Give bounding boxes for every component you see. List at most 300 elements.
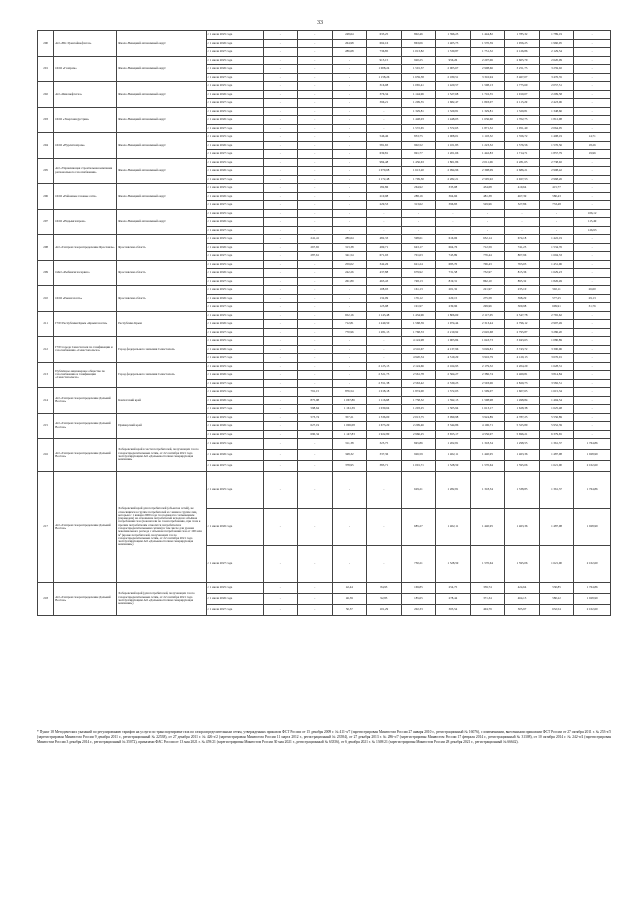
tariff-cell: 1 682,47: [436, 99, 471, 108]
tariff-cell: -: [332, 65, 367, 74]
tariff-cell: 639,81: [367, 150, 402, 159]
tariff-cell: 2 469,81: [505, 371, 540, 380]
tariff-cell: -: [574, 405, 611, 414]
tariff-cell: 1 572,03: [436, 388, 471, 397]
tariff-cell: 1 498,84: [505, 396, 540, 405]
tariff-cell: -: [263, 405, 298, 414]
tariff-cell: 2 908,66: [470, 65, 505, 74]
tariff-cell: 125,98: [367, 303, 402, 312]
tariff-cell: 3 814,84: [539, 371, 574, 380]
tariff-cell: 287,61: [298, 252, 333, 261]
tariff-cell: 1 636,60: [470, 116, 505, 125]
tariff-cell: 1 528,59: [436, 546, 471, 583]
row-number: 213: [38, 362, 54, 388]
tariff-cell: 1 318,54: [470, 439, 505, 450]
tariff-cell: -: [574, 430, 611, 439]
tariff-cell: 1 147,83: [332, 430, 367, 439]
tariff-cell: -: [401, 218, 436, 227]
tariff-cell: 652,16: [332, 311, 367, 320]
tariff-cell: 278,44: [436, 594, 471, 605]
tariff-cell: 1 463,36: [505, 509, 540, 546]
tariff-cell: 2 398,09: [470, 167, 505, 176]
tariff-cell: -: [367, 107, 402, 116]
tariff-cell: -: [298, 509, 333, 546]
tariff-cell: 1 440,95: [470, 450, 505, 461]
tariff-cell: 342,26: [367, 260, 402, 269]
tariff-cell: 241,41: [298, 235, 333, 244]
tariff-cell: 991,77: [401, 150, 436, 159]
tariff-cell: -: [332, 345, 367, 354]
tariff-cell: -: [332, 184, 367, 193]
row-number: 208: [38, 235, 54, 261]
tariff-cell: 712,59: [470, 243, 505, 252]
period-cell: с 1 июля 2026 года: [206, 116, 263, 125]
tariff-cell: 398,29: [505, 294, 540, 303]
tariff-cell: 2 126,86: [505, 48, 540, 57]
tariff-cell: -: [574, 252, 611, 261]
tariff-cell: 1 448,03: [436, 116, 471, 125]
row-number: 209: [38, 260, 54, 286]
tariff-cell: -: [574, 345, 611, 354]
tariff-cell: 1 444,82: [470, 31, 505, 40]
tariff-cell: -: [298, 209, 333, 218]
tariff-cell: 1 928,99: [574, 509, 611, 546]
tariff-cell: -: [367, 354, 402, 363]
tariff-cell: 652,14: [470, 235, 505, 244]
organization-name: ООО «Надымгазпром»: [54, 209, 117, 235]
tariff-cell: 1 874,00: [401, 388, 436, 397]
tariff-cell: 221,97: [470, 286, 505, 295]
tariff-cell: -: [263, 150, 298, 159]
period-cell: с 1 июля 2025 года: [206, 286, 263, 295]
tariff-cell: -: [298, 39, 333, 48]
table-row: [38, 439, 611, 450]
tariff-cell: 956,26: [436, 56, 471, 65]
tariff-cell: 126,93: [574, 226, 611, 235]
organization-name: АО «Газпром газораспределение Дальний Восток»: [54, 388, 117, 414]
tariff-cell: 1 716,55: [470, 90, 505, 99]
tariff-cell: 1 768,33: [401, 328, 436, 337]
period-cell: с 1 июля 2027 года: [206, 175, 263, 184]
tariff-cell: -: [263, 269, 298, 278]
tariff-cell: 303,54: [436, 605, 471, 616]
tariff-cell: 364,66: [436, 192, 471, 201]
row-number: 211: [38, 311, 54, 337]
period-cell: с 1 июля 2025 года: [206, 472, 263, 509]
tariff-cell: 267,65: [298, 243, 333, 252]
tariff-cell: 2 129,54: [539, 48, 574, 57]
table-row: [38, 260, 611, 269]
tariff-cell: 2 164,95: [436, 362, 471, 371]
tariff-cell: -: [332, 167, 367, 176]
tariff-cell: 1 223,52: [470, 141, 505, 150]
period-cell: с 1 июля 2027 года: [206, 73, 263, 82]
tariff-cell: 2 521,75: [367, 371, 402, 380]
tariff-cell: 2 011,06: [470, 158, 505, 167]
tariff-cell: -: [332, 192, 367, 201]
tariff-cell: -: [332, 472, 367, 509]
tariff-cell: -: [574, 379, 611, 388]
period-cell: с 1 июля 2026 года: [206, 396, 263, 405]
tariff-cell: -: [332, 362, 367, 371]
tariff-cell: -: [367, 209, 402, 218]
tariff-cell: 371,34: [470, 594, 505, 605]
period-cell: с 1 июля 2027 года: [206, 124, 263, 133]
organization-name: АО «Ямалнефтегаз»: [54, 82, 117, 108]
tariff-cell: -: [574, 371, 611, 380]
tariff-cell: 1 434,96: [401, 311, 436, 320]
tariff-cell: 316,08: [367, 82, 402, 91]
tariff-cell: 2 561,78: [401, 371, 436, 380]
tariff-cell: 288,16: [401, 192, 436, 201]
tariff-cell: 229,53: [367, 201, 402, 210]
tariff-cell: 1 789,19: [539, 31, 574, 40]
tariff-cell: 745,89: [436, 252, 471, 261]
table-row: [38, 31, 611, 40]
tariff-cell: 2 423,06: [539, 99, 574, 108]
tariff-cell: -: [574, 396, 611, 405]
tariff-cell: 1 595,06: [505, 461, 540, 472]
tariff-cell: -: [298, 354, 333, 363]
tariff-cell: -: [332, 286, 367, 295]
tariff-cell: -: [574, 116, 611, 125]
tariff-cell: -: [574, 39, 611, 48]
tariff-cell: 4 124,98: [401, 337, 436, 346]
tariff-cell: 1 764,86: [574, 472, 611, 509]
tariff-cell: 1 534,76: [539, 243, 574, 252]
tariff-cell: 335,08: [436, 184, 471, 193]
tariff-cell: 527,86: [505, 201, 540, 210]
tariff-cell: -: [263, 345, 298, 354]
table-row: [38, 337, 611, 346]
tariff-cell: -: [298, 184, 333, 193]
tariff-cell: 14,71: [574, 133, 611, 142]
region-name: Ямало-Ненецкий автономный округ: [117, 107, 206, 133]
tariff-cell: -: [539, 226, 574, 235]
tariff-cell: -: [367, 116, 402, 125]
tariff-cell: 807,96: [505, 252, 540, 261]
tariff-cell: 19,96: [574, 150, 611, 159]
tariff-cell: 712,81: [332, 320, 367, 329]
tariff-cell: 1 006,08: [332, 422, 367, 431]
period-cell: с 1 июля 2026 года: [206, 509, 263, 546]
tariff-cell: 1 951,40: [505, 124, 540, 133]
tariff-cell: 1 405,73: [436, 39, 471, 48]
tariff-cell: -: [263, 243, 298, 252]
tariff-cell: -: [263, 509, 298, 546]
tariff-cell: 4 556,97: [470, 430, 505, 439]
tariff-cell: 2 117,05: [470, 311, 505, 320]
tariff-cell: 616,06: [436, 235, 471, 244]
tariff-cell: 1 463,36: [505, 450, 540, 461]
period-cell: с 1 июля 2027 года: [206, 405, 263, 414]
tariff-cell: -: [298, 303, 333, 312]
tariff-cell: -: [332, 90, 367, 99]
table-row: [38, 209, 611, 218]
tariff-cell: 2 645,68: [470, 328, 505, 337]
region-name: Камчатский край: [117, 388, 206, 414]
organization-name: ГУП города Севастополя по газификации и газоснабжению «Севастопольгаз»: [54, 337, 117, 363]
tariff-cell: 1 203,25: [401, 405, 436, 414]
tariff-cell: 419,64: [505, 184, 540, 193]
tariff-cell: 699,91: [539, 303, 574, 312]
tariff-cell: 2 281,65: [505, 158, 540, 167]
tariff-cell: 1 893,07: [470, 99, 505, 108]
tariff-cell: 1 030,64: [367, 405, 402, 414]
period-cell: с 1 июля 2026 года: [206, 450, 263, 461]
tariff-cell: 1 621,90: [539, 461, 574, 472]
organization-name: АО «Управляющая строительная компания регионального газоснабжения»: [54, 158, 117, 184]
tariff-cell: 4 519,29: [436, 354, 471, 363]
period-cell: с 1 июля 2026 года: [206, 218, 263, 227]
tariff-cell: -: [332, 303, 367, 312]
region-name: Приморский край: [117, 413, 206, 439]
tariff-cell: 862,10: [470, 277, 505, 286]
row-number: 206: [38, 184, 54, 210]
tariff-cell: 633,25: [367, 31, 402, 40]
tariff-cell: 1 065,41: [401, 82, 436, 91]
tariff-cell: 26,60: [574, 286, 611, 295]
tariff-cell: -: [298, 472, 333, 509]
organization-name: АО «Газпром газораспределение Ярославль»: [54, 235, 117, 261]
tariff-cell: 1 456,63: [401, 158, 436, 167]
tariff-cell: 3 251,75: [505, 65, 540, 74]
organization-name: ОАО «Рыбинскгазсервис»: [54, 260, 117, 286]
tariff-cell: 3 916,79: [470, 354, 505, 363]
region-name: Ямало-Ненецкий автономный округ: [117, 56, 206, 82]
table-row: [38, 413, 611, 422]
tariff-cell: -: [263, 235, 298, 244]
period-cell: с 1 июля 2027 года: [206, 546, 263, 583]
tariff-cell: -: [298, 320, 333, 329]
period-cell: с 1 июля 2027 года: [206, 354, 263, 363]
tariff-cell: -: [574, 235, 611, 244]
tariff-cell: 1 348,66: [539, 107, 574, 116]
tariff-cell: -: [574, 90, 611, 99]
tariff-cell: 1 572,65: [436, 124, 471, 133]
tariff-cell: 1 172,48: [367, 175, 402, 184]
footnote: * Пункт 18 Методических указаний по регулированию тарифов на услуги по транспортировке газа по газораспределительным сетям, утвержденных приказом ФСТ России от 15 декабря 2009 г. № 411-э/7 (зарегистрирован Минюстом России 27 января 2010 г., регистрационный № 16076), с изменениями, внесенными приказами ФСТ России от 27 октября 2011 г. № 253-э/5 (зарегистрирован Минюстом России 9 декабря 2011 г., регистрационный № 22538), от 27 декабря 2011 г. № 426-э/2 (зарегистрирован Минюстом России 11 марта 2012 г., регистрационный № 23584), от 27 декабря 2013 г. № 286-э/7 (зарегистрирован Минюстом России 17 февраля 2014 г., регистрационный № 31308), от 10 октября 2014 г. № 242-э/4 (зарегистрирован Минюстом России 3 декабря 2014 г., регистрационный № 35072), приказами ФАС России от 13 мая 2021 г. № 459/21 (зарегистрирован Минюстом России 30 мая 2021 г., регистрационный № 63356), от 6 декабря 2021 г. № 1369/21 (зарегистрирован Минюстом России 28 декабря 2021 г., регистрационный № 66642).: [37, 730, 611, 744]
tariff-cell: 2 686,21: [505, 167, 540, 176]
tariff-cell: -: [263, 439, 298, 450]
tariff-cell: 671,93: [367, 252, 402, 261]
tariff-cell: 736,85: [367, 48, 402, 57]
tariff-cell: -: [298, 141, 333, 150]
tariff-cell: 573,74: [298, 413, 333, 422]
tariff-cell: 685,27: [401, 509, 436, 546]
period-cell: с 1 июля 2026 года: [206, 167, 263, 176]
tariff-cell: -: [574, 192, 611, 201]
tariff-cell: 2 595,92: [470, 175, 505, 184]
tariff-cell: 4 137,96: [436, 345, 471, 354]
tariff-cell: -: [367, 546, 402, 583]
tariff-cell: 1 338,85: [505, 472, 540, 509]
row-number: 200: [38, 31, 54, 57]
tariff-cell: -: [298, 594, 333, 605]
tariff-cell: 169,85: [401, 583, 436, 594]
tariff-cell: 546,46: [367, 133, 402, 142]
table-row: [38, 472, 611, 509]
row-number: 215: [38, 413, 54, 439]
tariff-cell: 264,92: [401, 184, 436, 193]
tariff-cell: 286,64: [332, 235, 367, 244]
tariff-cell: 4 106,71: [470, 422, 505, 431]
tariff-cell: 632,54: [539, 605, 574, 616]
tariff-cell: -: [298, 269, 333, 278]
tariff-cell: -: [332, 354, 367, 363]
tariff-cell: -: [298, 379, 333, 388]
tariff-cell: 1 494,54: [539, 396, 574, 405]
tariff-cell: 1 008,24: [367, 65, 402, 74]
tariff-cell: -: [332, 73, 367, 82]
tariff-cell: 1 356,72: [505, 133, 540, 142]
tariff-cell: 1 118,52: [470, 133, 505, 142]
tariff-cell: 733,48: [539, 201, 574, 210]
tariff-cell: -: [298, 450, 333, 461]
tariff-cell: 376,34: [367, 90, 402, 99]
tariff-cell: 3 099,98: [436, 413, 471, 422]
tariff-cell: -: [298, 260, 333, 269]
period-cell: с 1 июля 2027 года: [206, 48, 263, 57]
tariff-cell: 1 785,32: [505, 31, 540, 40]
tariff-cell: 106,12: [574, 209, 611, 218]
tariff-cell: 1 613,20: [401, 167, 436, 176]
organization-name: ГУП Республики Крым «Крымгазсети»: [54, 311, 117, 337]
tariff-cell: 286,68: [332, 48, 367, 57]
tariff-cell: 1 702,75: [505, 116, 540, 125]
tariff-cell: -: [263, 226, 298, 235]
tariff-cell: 598,64: [298, 405, 333, 414]
tariff-cell: 1 528,59: [436, 461, 471, 472]
tariff-cell: 1 592,15: [436, 396, 471, 405]
tariff-cell: -: [574, 354, 611, 363]
tariff-cell: -: [298, 345, 333, 354]
tariff-cell: 42,44: [332, 583, 367, 594]
row-number: 203: [38, 107, 54, 133]
tariff-cell: -: [263, 294, 298, 303]
region-name: Ярославская область: [117, 235, 206, 261]
tariff-cell: -: [263, 450, 298, 461]
tariff-cell: -: [574, 124, 611, 133]
tariff-cell: -: [263, 133, 298, 142]
tariff-cell: 2 386,74: [470, 371, 505, 380]
tariff-cell: -: [367, 509, 402, 546]
tariff-cell: -: [298, 65, 333, 74]
tariff-cell: 2 539,23: [436, 379, 471, 388]
tariff-cell: -: [298, 73, 333, 82]
table-row: [38, 362, 611, 371]
tariff-cell: 1 598,98: [470, 396, 505, 405]
organization-name: ООО «Газпром»: [54, 56, 117, 82]
tariff-cell: -: [298, 461, 333, 472]
tariff-cell: 1 080,89: [539, 337, 574, 346]
tariff-cell: 325,75: [367, 439, 402, 450]
tariff-cell: 463,43: [367, 277, 402, 286]
tariff-cell: 132,09: [367, 294, 402, 303]
tariff-cell: 1 775,69: [505, 82, 540, 91]
tariff-cell: 876,54: [332, 388, 367, 397]
organization-name: ООО «Энергоиндустрия»: [54, 107, 117, 133]
tariff-cell: 1 408,19: [539, 133, 574, 142]
tariff-cell: 1 694,33: [539, 252, 574, 261]
organization-name: АО «Газпром газораспределение Дальний Восток»: [54, 472, 117, 583]
tariff-cell: 3 743,72: [505, 345, 540, 354]
tariff-cell: 2 102,60: [574, 605, 611, 616]
row-number: 207: [38, 209, 54, 235]
tariff-cell: -: [574, 388, 611, 397]
tariff-cell: -: [332, 141, 367, 150]
tariff-cell: -: [263, 354, 298, 363]
tariff-cell: -: [263, 430, 298, 439]
period-cell: с 1 июля 2026 года: [206, 65, 263, 74]
tariff-cell: -: [367, 124, 402, 133]
tariff-cell: 348,32: [332, 450, 367, 461]
tariff-cell: -: [298, 439, 333, 450]
tariff-cell: -: [574, 362, 611, 371]
tariff-cell: 1 659,58: [401, 73, 436, 82]
tariff-cell: 731,58: [436, 269, 471, 278]
tariff-cell: 741,25: [505, 243, 540, 252]
tariff-cell: -: [298, 99, 333, 108]
tariff-cell: 1 442,83: [470, 150, 505, 159]
tariff-cell: 2 966,25: [401, 430, 436, 439]
tariff-cell: -: [332, 133, 367, 142]
tariff-cell: 1 361,37: [539, 439, 574, 450]
tariff-cell: -: [263, 167, 298, 176]
tariff-cell: -: [263, 48, 298, 57]
tariff-cell: 2 102,60: [574, 546, 611, 583]
tariff-cell: -: [263, 65, 298, 74]
period-cell: с 1 июля 2027 года: [206, 430, 263, 439]
organization-name: АО «Газпром газораспределение Дальний Восток»: [54, 413, 117, 439]
table-row: [38, 133, 611, 142]
period-cell: с 1 июля 2025 года: [206, 439, 263, 450]
tariff-cell: -: [298, 218, 333, 227]
page-number: 33: [317, 20, 323, 26]
tariff-cell: -: [263, 124, 298, 133]
tariff-cell: 902,52: [401, 141, 436, 150]
tariff-cell: 254,75: [436, 583, 471, 594]
tariff-cell: -: [298, 371, 333, 380]
period-cell: с 1 июля 2027 года: [206, 379, 263, 388]
tariff-cell: -: [263, 311, 298, 320]
tariff-cell: 1 799,50: [401, 175, 436, 184]
tariff-cell: 763,03: [505, 260, 540, 269]
tariff-cell: -: [298, 116, 333, 125]
tariff-cell: -: [574, 422, 611, 431]
tariff-cell: -: [298, 294, 333, 303]
tariff-cell: 629,21: [401, 472, 436, 509]
tariff-cell: -: [263, 252, 298, 261]
tariff-cell: 1 572,65: [401, 124, 436, 133]
tariff-cell: 242,26: [332, 269, 367, 278]
tariff-cell: -: [263, 328, 298, 337]
tariff-cell: 802,46: [401, 31, 436, 40]
tariff-cell: -: [263, 158, 298, 167]
tariff-cell: -: [574, 107, 611, 116]
tariff-cell: -: [263, 82, 298, 91]
period-cell: с 1 июля 2025 года: [206, 184, 263, 193]
tariff-cell: 2 094,96: [436, 167, 471, 176]
tariff-cell: 1 801,86: [436, 158, 471, 167]
tariff-cell: 1 764,86: [574, 583, 611, 594]
period-cell: с 1 июля 2027 года: [206, 226, 263, 235]
tariff-cell: 1 758,52: [401, 396, 436, 405]
organization-name: Публичное акционерное общество по газоснабжению и газификации «Севастопольгаз»: [54, 362, 117, 388]
tariff-cell: -: [401, 209, 436, 218]
period-cell: с 1 июля 2027 года: [206, 461, 263, 472]
tariff-cell: -: [574, 320, 611, 329]
